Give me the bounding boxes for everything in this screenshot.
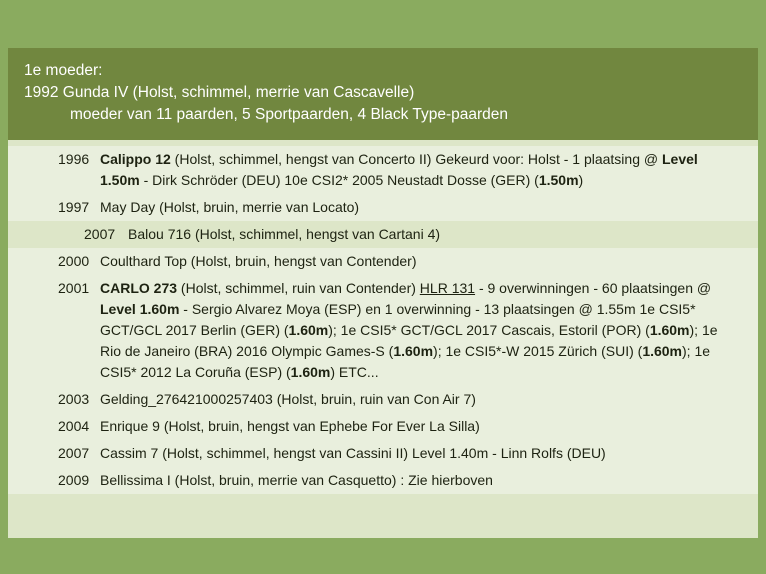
offspring-highlight: 1.60m: [290, 364, 331, 380]
offspring-description: [100, 278, 740, 383]
offspring-text: Coulthard Top (Holst, bruin, hengst van Contender): [100, 253, 417, 269]
offspring-text: ); 1e CSI5* GCT/GCL 2017 Cascais, Estoril (POR) (: [328, 322, 650, 338]
offspring-highlight: Level 1.50m: [100, 151, 698, 188]
dam-progeny-summary: moeder van 11 paarden, 5 Sportpaarden, 4 Black Type-paarden: [70, 106, 509, 123]
offspring-row: [8, 194, 758, 221]
offspring-year: 2000: [58, 253, 90, 269]
offspring-text: (Holst, schimmel, ruin van Contender): [177, 280, 420, 296]
offspring-highlight: 1.60m: [288, 322, 329, 338]
offspring-text: ) ETC...: [330, 364, 379, 380]
offspring-row: [8, 386, 758, 413]
offspring-year: 2004: [58, 418, 90, 434]
dam-line: 1992 Gunda IV (Holst, schimmel, merrie van Cascavelle): [24, 84, 415, 101]
offspring-highlight: Level 1.60m: [100, 301, 180, 317]
offspring-row: [8, 275, 758, 386]
offspring-text: Enrique 9 (Holst, bruin, hengst van Ephebe For Ever La Silla): [100, 418, 480, 434]
offspring-year: 1996: [58, 151, 90, 167]
page-title: 1e moeder:: [24, 62, 103, 79]
offspring-description: [100, 443, 740, 464]
offspring-text: - Dirk Schröder (DEU) 10e CSI2* 2005 Neustadt Dosse (GER) (: [139, 172, 539, 188]
offspring-row: [8, 467, 758, 494]
pedigree-panel: [8, 48, 758, 538]
offspring-row: [8, 221, 758, 248]
offspring-text: Cassim 7 (Holst, schimmel, hengst van Cassini II) Level 1.40m - Linn Rolfs (DEU): [100, 445, 606, 461]
offspring-text: Gelding_276421000257403 (Holst, bruin, ruin van Con Air 7): [100, 391, 476, 407]
offspring-highlight: 1.60m: [393, 343, 434, 359]
offspring-row: [8, 440, 758, 467]
offspring-description: [100, 470, 740, 491]
offspring-description: [100, 416, 740, 437]
offspring-year: 2007: [58, 445, 90, 461]
offspring-description: [100, 149, 740, 191]
offspring-description: [128, 224, 740, 245]
offspring-text: ); 1e CSI5* 2012 La Coruña (ESP) (: [100, 343, 711, 380]
offspring-text: - Sergio Alvarez Moya (ESP) en 1 overwinning - 13 plaatsingen @ 1.55m 1e CSI5* GCT/GCL 2017 Berlin (GER) (: [100, 301, 696, 338]
offspring-text: ); 1e Rio de Janeiro (BRA) 2016 Olympic Games-S (: [100, 322, 718, 359]
offspring-description: [100, 251, 740, 272]
offspring-year: 2009: [58, 472, 90, 488]
offspring-description: [100, 389, 740, 410]
offspring-text: ): [578, 172, 584, 188]
offspring-highlight: 1.60m: [642, 343, 683, 359]
offspring-year: 1997: [58, 199, 90, 215]
offspring-text: May Day (Holst, bruin, merrie van Locato): [100, 199, 360, 215]
offspring-highlight: Calippo 12: [100, 151, 171, 167]
offspring-description: [100, 197, 740, 218]
offspring-list: [8, 140, 758, 494]
offspring-text: - 9 overwinningen - 60 plaatsingen @: [475, 280, 712, 296]
offspring-text: ); 1e CSI5*-W 2015 Zürich (SUI) (: [433, 343, 643, 359]
offspring-row: [8, 413, 758, 440]
offspring-row: [8, 146, 758, 194]
offspring-highlight: CARLO 273: [100, 280, 178, 296]
offspring-text: (Holst, schimmel, hengst van Concerto II) Gekeurd voor: Holst - 1 plaatsing @: [170, 151, 662, 167]
offspring-year: 2007: [84, 226, 116, 242]
offspring-year: 2003: [58, 391, 90, 407]
offspring-text: Bellissima I (Holst, bruin, merrie van Casquetto) : Zie hierboven: [100, 472, 493, 488]
dam-header: [8, 48, 758, 140]
offspring-row: [8, 248, 758, 275]
offspring-highlight: 1.60m: [649, 322, 690, 338]
offspring-link[interactable]: HLR 131: [419, 280, 476, 296]
offspring-highlight: 1.50m: [538, 172, 579, 188]
offspring-year: 2001: [58, 280, 90, 296]
offspring-text: Balou 716 (Holst, schimmel, hengst van Cartani 4): [128, 226, 441, 242]
